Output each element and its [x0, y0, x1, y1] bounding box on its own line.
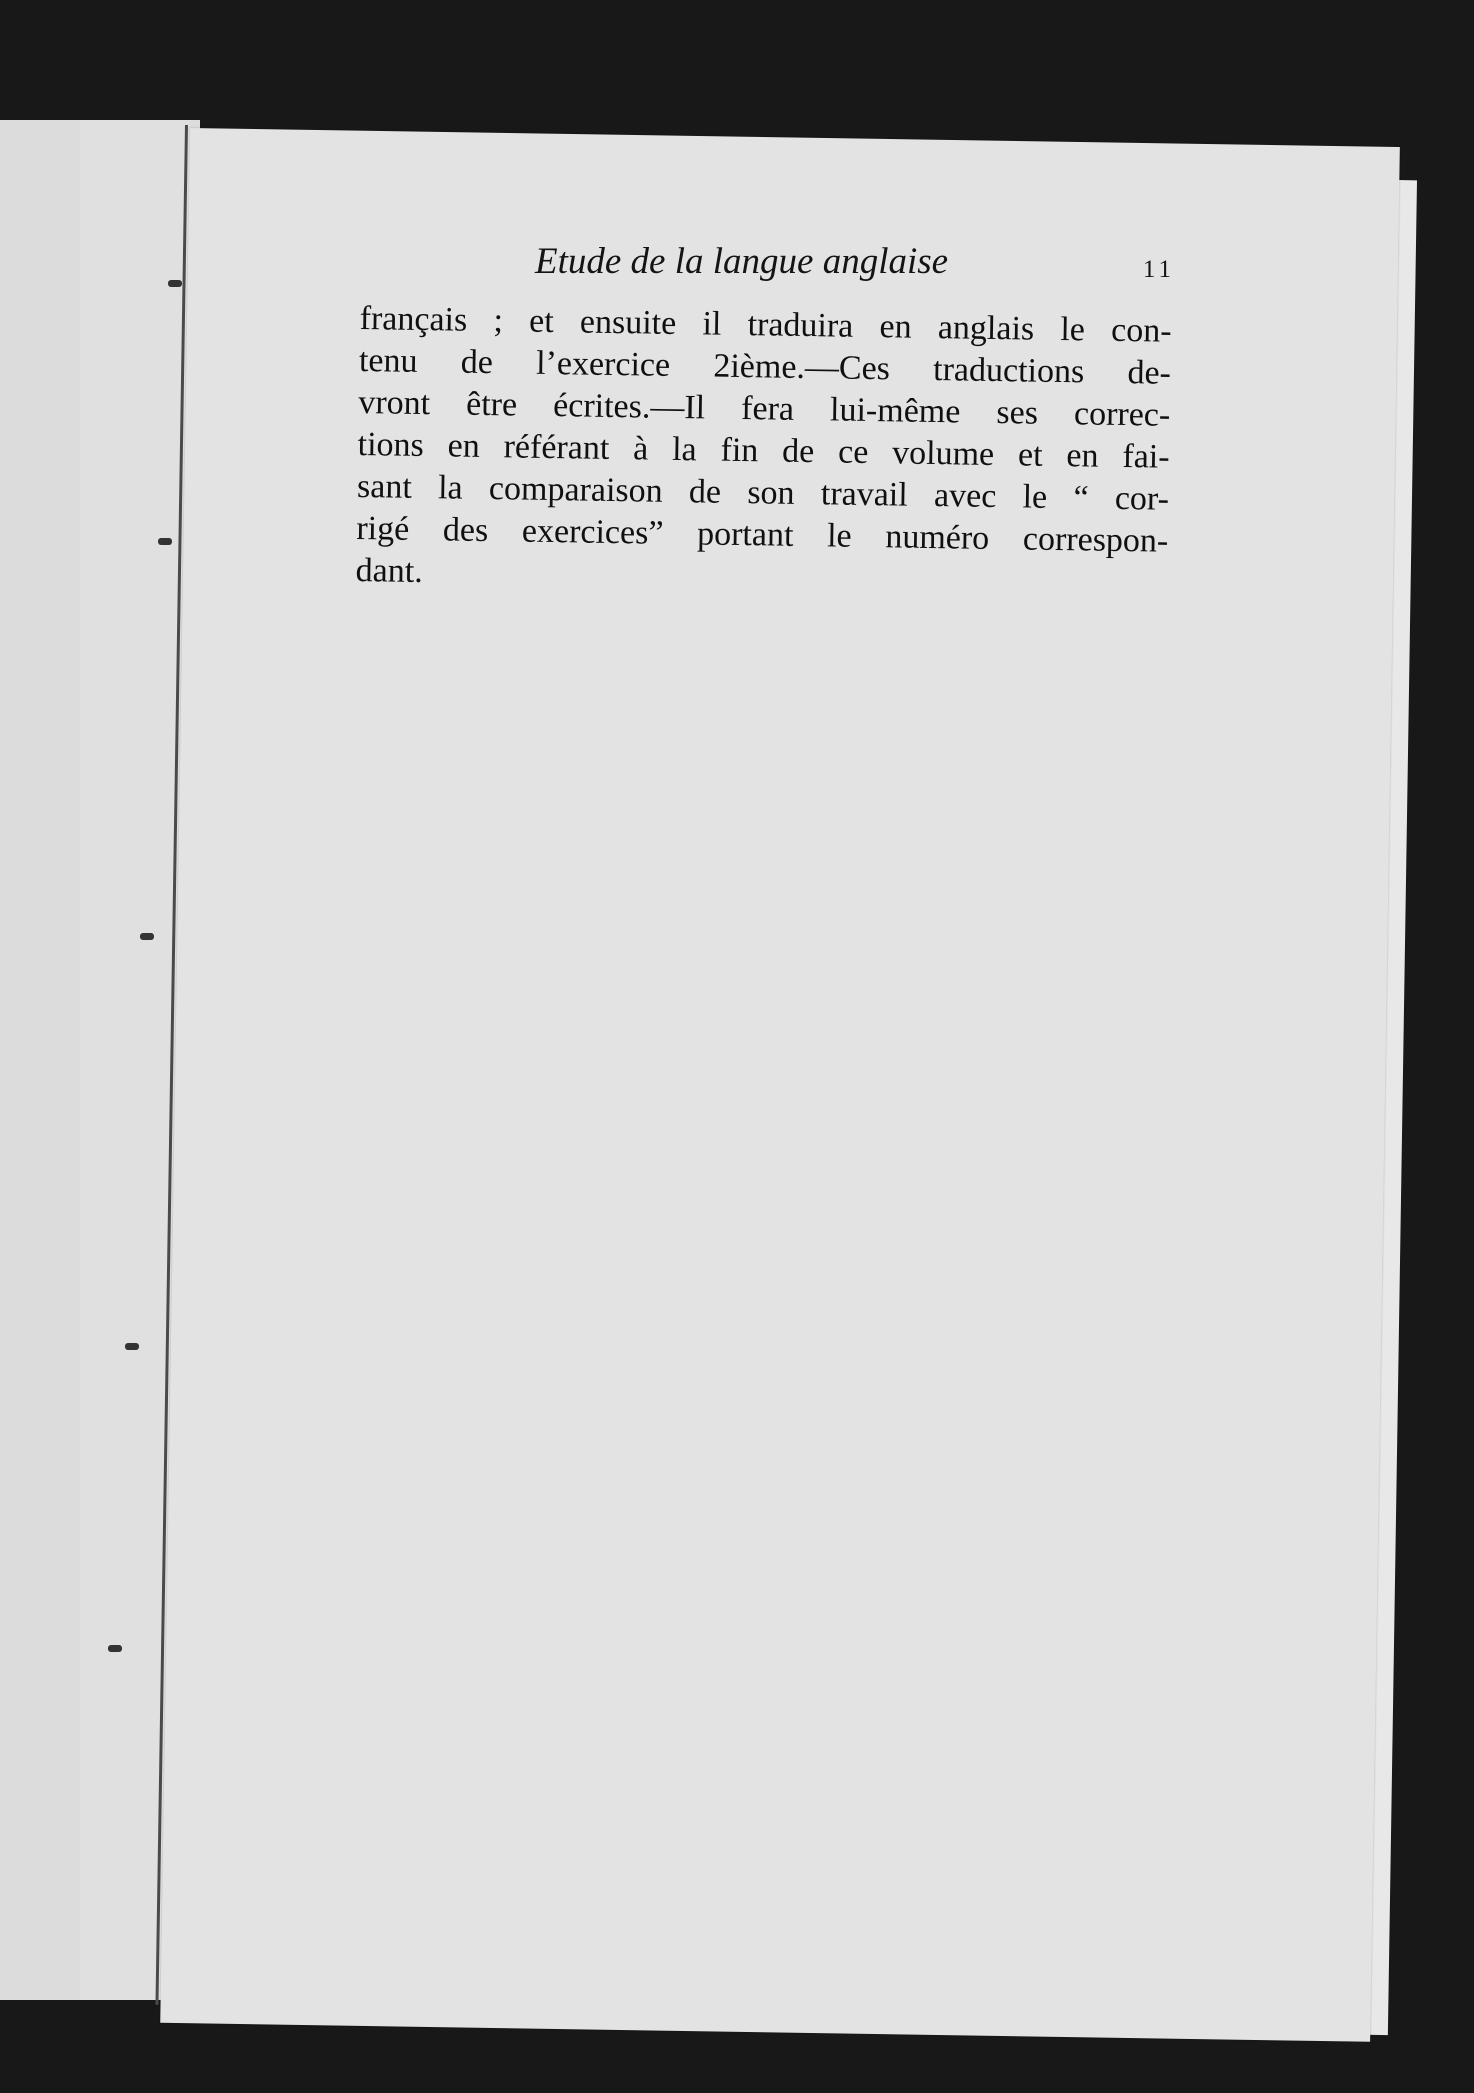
- text-line: dant.: [355, 551, 424, 591]
- text-line: français ; et ensuite il traduira en anglais le con-: [359, 299, 1172, 350]
- page-number: 11: [1142, 256, 1175, 283]
- binding-stitch: [108, 1645, 122, 1652]
- text-line: rigé des exercices” portant le numéro correspon-: [356, 509, 1169, 560]
- text-line: vront être écrites.—Il fera lui-même ses correc-: [358, 383, 1171, 434]
- binding-stitch: [140, 933, 154, 940]
- running-title: Etude de la langue anglaise: [535, 241, 949, 282]
- text-line: tenu de l’exercice 2ième.—Ces traductions de-: [358, 341, 1172, 392]
- binding-stitch: [125, 1343, 139, 1350]
- text-line: tions en référant à la fin de ce volume et en fai-: [357, 425, 1170, 476]
- text-line: sant la comparaison de son travail avec le “ cor-: [356, 467, 1170, 518]
- page-header: [345, 240, 1175, 290]
- binding-stitch: [158, 538, 172, 545]
- body-paragraph: [355, 298, 1172, 605]
- binding-stitch: [168, 280, 182, 287]
